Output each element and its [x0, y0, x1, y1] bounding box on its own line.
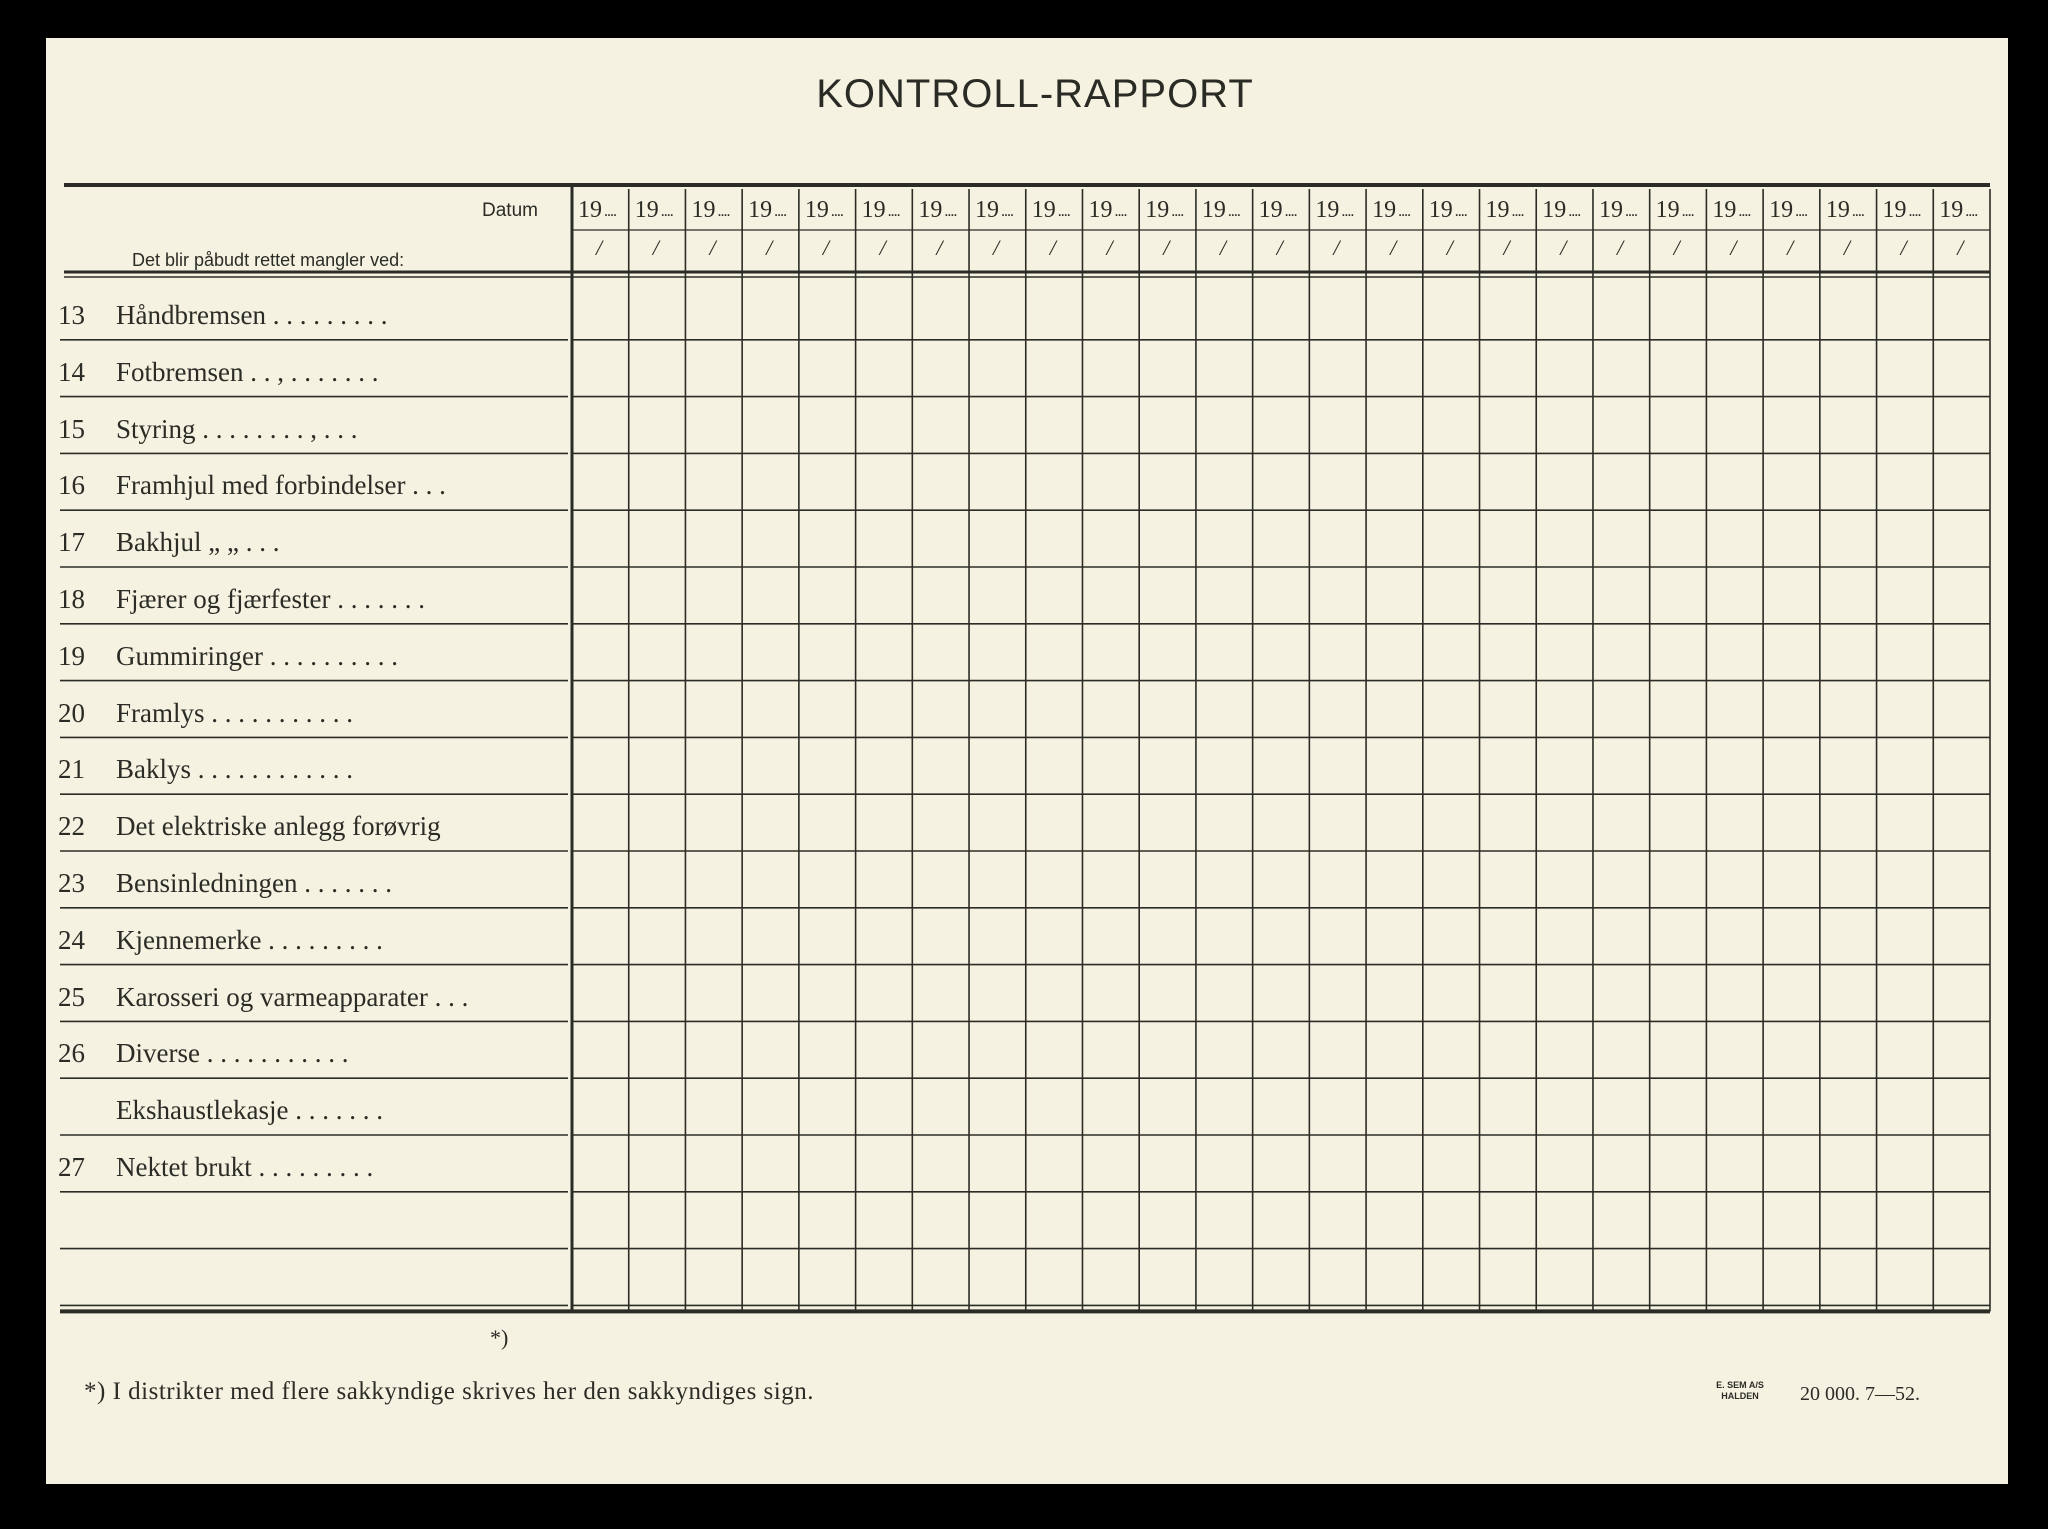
- date-separator: /: [1219, 235, 1227, 260]
- date-year-prefix: 19: [1145, 197, 1170, 223]
- date-year-dots: ....: [1965, 203, 1978, 220]
- row-number: 16: [58, 470, 85, 501]
- row-text: Diverse . . . . . . . . . . .: [116, 1038, 349, 1069]
- date-separator: /: [1900, 235, 1907, 260]
- date-header-cell: [1650, 193, 1706, 263]
- date-year-prefix: 19: [578, 197, 602, 223]
- row-number: 15: [58, 413, 85, 444]
- row-text: Ekshaustlekasje . . . . . . .: [116, 1095, 383, 1126]
- date-header-cell: [1196, 193, 1252, 263]
- date-year-dots: ....: [604, 203, 616, 220]
- date-header-cell: [1820, 193, 1876, 263]
- date-year-prefix: 19: [1372, 197, 1397, 223]
- date-year-prefix: 19: [1655, 197, 1680, 223]
- date-year-dots: ....: [944, 203, 957, 220]
- date-year-prefix: 19: [1201, 197, 1226, 223]
- date-separator: /: [1503, 235, 1510, 260]
- report-title: KONTROLL-RAPPORT: [816, 72, 1254, 116]
- date-separator: /: [709, 235, 716, 260]
- date-year-prefix: 19: [804, 197, 829, 223]
- date-year-prefix: 19: [1882, 197, 1907, 223]
- date-header-cell: [1309, 193, 1365, 263]
- date-separator: /: [1957, 235, 1964, 260]
- row-number: 18: [58, 584, 85, 614]
- date-separator: /: [1163, 235, 1170, 260]
- date-separator: /: [766, 235, 773, 260]
- date-separator: /: [1843, 235, 1850, 260]
- defects-header-label: Det blir påbudt rettet mangler ved:: [132, 250, 405, 270]
- date-separator: /: [1276, 235, 1283, 260]
- date-header-cell: [1082, 193, 1138, 263]
- date-separator: /: [1333, 235, 1340, 260]
- row-number: 25: [58, 981, 85, 1012]
- date-year-dots: ....: [1795, 203, 1808, 220]
- row-number: 17: [58, 527, 85, 558]
- date-separator: /: [1730, 235, 1737, 260]
- date-year-dots: ....: [660, 203, 673, 220]
- row-number: 13: [58, 300, 85, 330]
- date-separator: /: [1787, 235, 1794, 260]
- printer-imprint: E. SEM A/S HALDEN: [1716, 1380, 1764, 1401]
- date-year-dots: ....: [1001, 203, 1014, 220]
- row-text: Fotbremsen . . , . . . . . . .: [116, 356, 379, 387]
- date-header-cell: [1366, 193, 1422, 263]
- date-year-prefix: 19: [1031, 197, 1056, 223]
- date-header-cell: [912, 193, 968, 263]
- date-header-cell: [1877, 193, 1933, 263]
- date-year-dots: ....: [1908, 203, 1921, 220]
- date-year-prefix: 19: [1542, 197, 1567, 223]
- date-header-cell: [1253, 193, 1309, 263]
- date-header-cell: [572, 193, 628, 263]
- row-text: Håndbremsen . . . . . . . . .: [116, 300, 388, 330]
- date-year-prefix: 19: [1088, 197, 1113, 223]
- date-header-cell: [1763, 193, 1819, 263]
- datum-label: Datum: [482, 200, 538, 221]
- date-year-dots: ....: [717, 203, 730, 220]
- date-header-cell: [1139, 193, 1195, 263]
- date-year-dots: ....: [774, 203, 787, 220]
- date-year-dots: ....: [1284, 203, 1297, 220]
- date-separator: /: [1673, 235, 1680, 260]
- date-header-cell: [1423, 193, 1479, 263]
- signature-row-mark: *): [490, 1325, 509, 1350]
- date-year-prefix: 19: [1939, 197, 1964, 223]
- date-year-prefix: 19: [748, 197, 773, 223]
- date-separator: /: [596, 235, 603, 260]
- date-year-prefix: 19: [1598, 197, 1623, 223]
- date-separator: /: [1616, 235, 1624, 260]
- row-number: 27: [58, 1152, 85, 1182]
- date-separator: /: [879, 235, 886, 260]
- date-separator: /: [1560, 235, 1567, 260]
- row-text: Kjennemerke . . . . . . . . .: [116, 924, 383, 955]
- date-year-dots: ....: [1398, 203, 1411, 220]
- footnote: *) I distrikter med flere sakkyndige skrives her den sakkyndiges sign.: [84, 1378, 814, 1405]
- date-year-prefix: 19: [975, 197, 1000, 223]
- date-header-cell: [742, 193, 798, 263]
- date-year-dots: ....: [1511, 203, 1524, 220]
- date-separator: /: [1049, 235, 1056, 260]
- row-text: Framhjul med forbindelser . . .: [116, 470, 446, 501]
- row-text: Fjærer og fjærfester . . . . . . .: [116, 584, 425, 614]
- edition-number: 20 000. 7—52.: [1800, 1383, 1920, 1405]
- date-year-dots: ....: [830, 203, 843, 220]
- date-year-prefix: 19: [691, 197, 716, 223]
- date-year-prefix: 19: [1769, 197, 1794, 223]
- date-header-cell: [969, 193, 1025, 263]
- row-number: 23: [58, 868, 85, 898]
- date-separator: /: [1106, 235, 1113, 260]
- date-header-cell: [1536, 193, 1592, 263]
- date-separator: /: [1446, 235, 1453, 260]
- date-header-cell: [1480, 193, 1536, 263]
- row-number: 20: [58, 697, 85, 728]
- date-separator: /: [936, 235, 943, 260]
- date-header-cell: [856, 193, 912, 263]
- date-year-dots: ....: [1624, 203, 1637, 220]
- row-text: Bensinledningen . . . . . . .: [116, 868, 392, 898]
- row-number: 19: [58, 640, 85, 671]
- row-text: Baklys . . . . . . . . . . . .: [116, 754, 354, 785]
- date-year-dots: ....: [1568, 203, 1581, 220]
- date-year-prefix: 19: [1825, 197, 1850, 223]
- row-text: Gummiringer . . . . . . . . . .: [116, 640, 398, 671]
- date-year-dots: ....: [887, 203, 900, 220]
- date-year-prefix: 19: [1485, 197, 1510, 223]
- date-year-dots: ....: [1227, 203, 1240, 220]
- date-year-prefix: 19: [1258, 197, 1283, 223]
- row-text: Det elektriske anlegg forøvrig: [116, 811, 441, 842]
- date-year-dots: ....: [1738, 203, 1751, 220]
- date-separator: /: [822, 235, 829, 260]
- date-header-cell: [685, 193, 741, 263]
- date-header-cell: [1026, 193, 1082, 263]
- row-text: Bakhjul „ „ . . .: [116, 527, 280, 558]
- date-year-dots: ....: [1851, 203, 1864, 220]
- row-number: 14: [58, 356, 85, 387]
- row-number: 26: [58, 1038, 85, 1069]
- row-number: 22: [58, 811, 85, 842]
- row-text: Framlys . . . . . . . . . . .: [116, 697, 354, 728]
- date-separator: /: [652, 235, 659, 260]
- row-text: Styring . . . . . . . . , . . .: [116, 413, 358, 444]
- date-year-dots: ....: [1114, 203, 1127, 220]
- date-header-cell: [1706, 193, 1762, 263]
- date-year-dots: ....: [1171, 203, 1184, 220]
- date-year-prefix: 19: [918, 197, 943, 223]
- date-year-prefix: 19: [1712, 197, 1737, 223]
- row-text: Karosseri og varmeapparater . . .: [116, 981, 469, 1012]
- date-year-dots: ....: [1681, 203, 1694, 220]
- date-year-prefix: 19: [861, 197, 886, 223]
- date-year-dots: ....: [1341, 203, 1354, 220]
- date-header-cell: [629, 193, 685, 263]
- date-year-prefix: 19: [1428, 197, 1453, 223]
- date-year-prefix: 19: [634, 197, 659, 223]
- date-header-cell: [1933, 193, 1989, 263]
- date-year-dots: ....: [1454, 203, 1467, 220]
- row-number: 21: [58, 754, 85, 785]
- row-number: 24: [58, 924, 85, 955]
- date-year-dots: ....: [1057, 203, 1070, 220]
- date-header-cell: [1593, 193, 1649, 263]
- date-header-cell: [799, 193, 855, 263]
- date-separator: /: [993, 235, 1000, 260]
- row-text: Nektet brukt . . . . . . . . .: [116, 1152, 374, 1182]
- date-separator: /: [1390, 235, 1397, 260]
- date-year-prefix: 19: [1315, 197, 1340, 223]
